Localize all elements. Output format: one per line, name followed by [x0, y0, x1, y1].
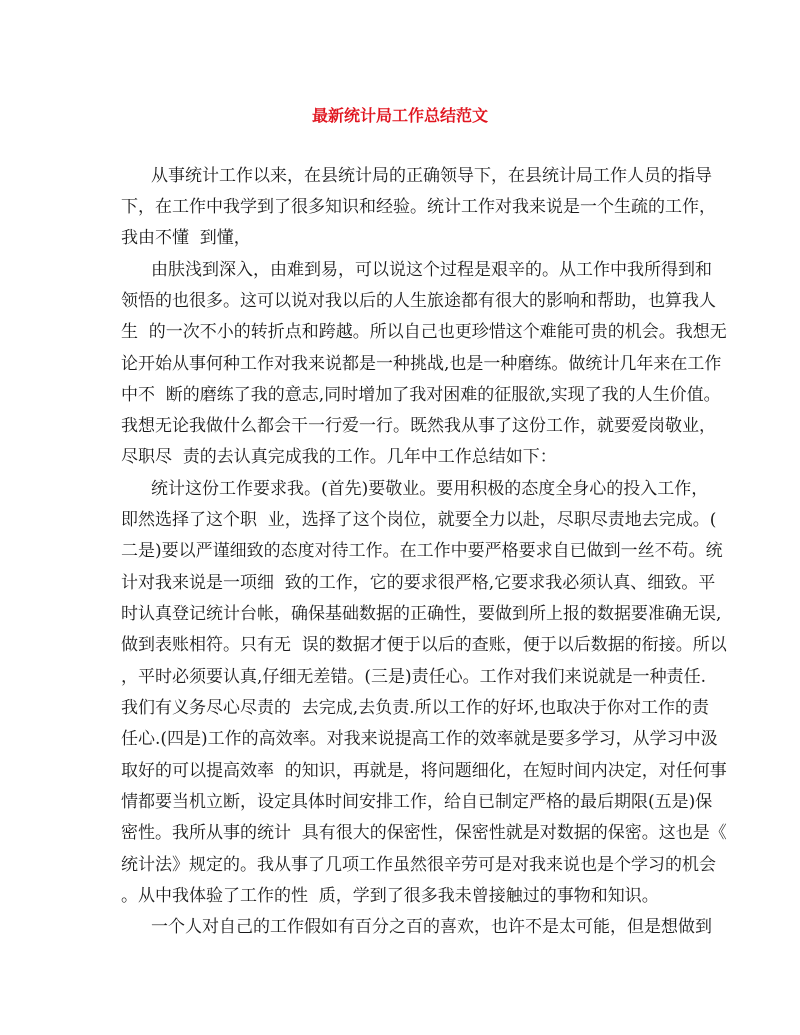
body-line: 情都要当机立断，设定具体时间安排工作，给自已制定严格的最后期限(五是)保	[121, 792, 713, 812]
body-line: 论开始从事何种工作对我来说都是一种挑战,也是一种磨练。做统计几年来在工作	[121, 354, 722, 374]
body-line: 我想无论我做什么都会干一行爱一行。既然我从事了这份工作，就要爱岗敬业，	[121, 416, 716, 436]
body-line: 中不 断的磨练了我的意志,同时增加了我对困难的征服欲,实现了我的人生价值。	[121, 385, 721, 405]
body-line: 任心.(四是)工作的高效率。对我来说提高工作的效率就是要多学习，从学习中汲	[121, 729, 718, 749]
body-line: 尽职尽 责的去认真完成我的工作。几年中工作总结如下：	[121, 447, 557, 467]
body-line: 一个人对自己的工作假如有百分之百的喜欢，也许不是太可能，但是想做到	[151, 917, 712, 937]
body-line: 计对我来说是一项细 致的工作，它的要求很严格,它要求我必须认真、细致。平	[121, 573, 716, 593]
body-line: 做到表账相符。只有无 误的数据才便于以后的查账，便于以后数据的衔接。所以	[121, 635, 727, 655]
body-line: 下，在工作中我学到了很多知识和经验。统计工作对我来说是一个生疏的工作，	[121, 197, 716, 217]
body-line: 我由不懂 到懂，	[121, 228, 251, 248]
body-line: 我们有义务尽心尽责的 去完成,去负责.所以工作的好坏,也取决于你对工作的责	[121, 698, 710, 718]
body-line: 时认真登记统计台帐，确保基础数据的正确性，要做到所上报的数据要准确无误,	[121, 604, 722, 624]
body-line: 取好的可以提高效率 的知识，再就是，将问题细化，在短时间内决定，对任何事	[121, 761, 727, 781]
body-line: 领悟的也很多。这可以说对我以后的人生旅途都有很大的影响和帮助，也算我人	[121, 291, 716, 311]
document-title: 最新统计局工作总结范文	[311, 106, 488, 125]
body-line: 由肤浅到深入，由难到易，可以说这个过程是艰辛的。从工作中我所得到和	[151, 260, 712, 280]
body-line: 统计法》规定的。我从事了几项工作虽然很辛劳可是对我来说也是个学习的机会	[121, 855, 716, 875]
body-line: 。从中我体验了工作的性 质，学到了很多我未曾接触过的事物和知识。	[121, 886, 659, 906]
body-line: 生 的一次不小的转折点和跨越。所以自己也更珍惜这个难能可贵的机会。我想无	[121, 322, 727, 342]
body-line: ，平时必须要认真,仔细无差错。(三是)责任心。工作对我们来说就是一种责任.	[121, 667, 707, 687]
body-line: 从事统计工作以来，在县统计局的正确领导下，在县统计局工作人员的指导	[151, 166, 712, 186]
body-line: 即然选择了这个职 业，选择了这个岗位，就要全力以赴，尽职尽责地去完成。(	[121, 510, 717, 530]
body-line: 统计这份工作要求我。(首先)要敬业。要用积极的态度全身心的投入工作，	[151, 479, 709, 499]
body-line: 密性。我所从事的统计 具有很大的保密性，保密性就是对数据的保密。这也是《	[121, 823, 727, 843]
body-line: 二是)要以严谨细致的态度对待工作。在工作中要严格要求自已做到一丝不苟。统	[121, 541, 723, 561]
